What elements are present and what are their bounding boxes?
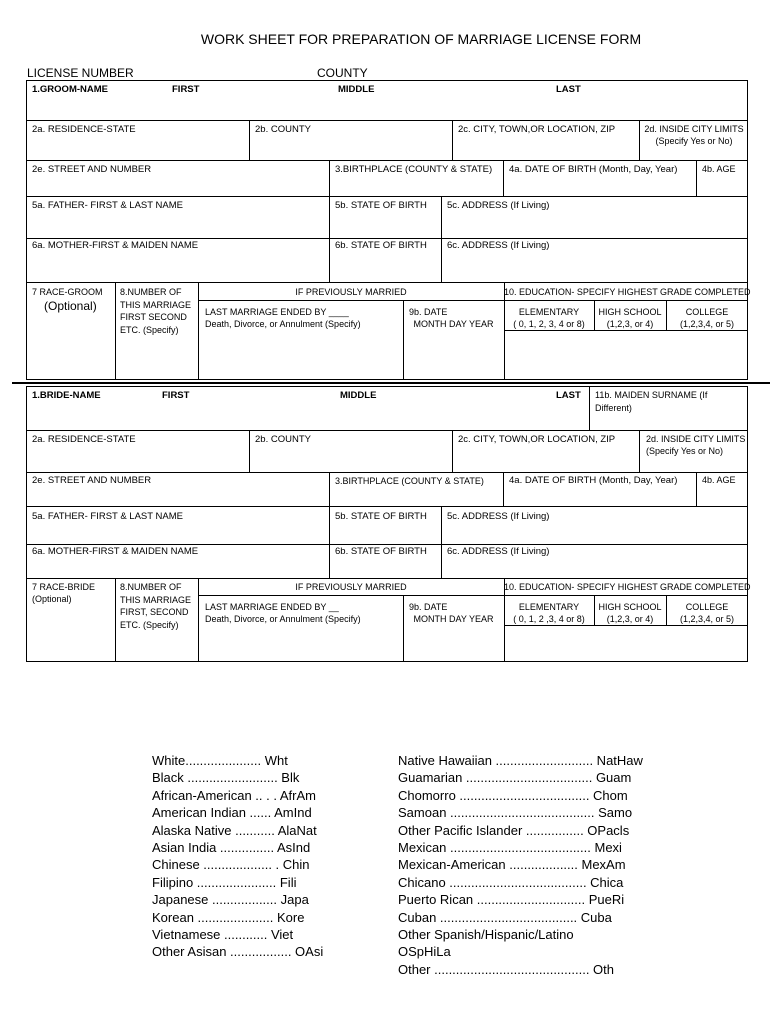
divider — [589, 386, 590, 430]
legend-item: White..................... Wht — [152, 753, 288, 768]
divider — [441, 196, 442, 238]
bride-college-range: (1,2,3,4, or 5) — [679, 614, 735, 624]
divider — [441, 238, 442, 282]
divider — [26, 578, 748, 579]
groom-marriage-number-label: 8.NUMBER OF THIS MARRIAGE FIRST SECOND ETC. (Specify) — [120, 287, 192, 335]
groom-last-ended-label: LAST MARRIAGE ENDED BY ____ — [205, 307, 349, 317]
divider — [26, 238, 748, 239]
bride-date-hint: MONTH DAY YEAR — [413, 614, 494, 624]
groom-race-optional: (Optional) — [44, 299, 97, 313]
legend-item: Korean ..................... Kore — [152, 909, 305, 925]
bride-high-school-range: (1,2,3, or 4) — [606, 614, 654, 624]
bride-dob-label: 4a. DATE OF BIRTH (Month, Day, Year) — [509, 475, 678, 486]
divider — [26, 196, 748, 197]
groom-last-ended-hint: Death, Divorce, or Annulment (Specify) — [205, 319, 361, 329]
divider — [504, 595, 748, 596]
groom-elementary-label: ELEMENTARY — [518, 307, 580, 317]
divider — [26, 544, 748, 545]
legend-item: Puerto Rican .............................. PueRi — [398, 892, 625, 908]
bride-race-label: 7 RACE-BRIDE — [32, 582, 96, 592]
divider — [403, 595, 404, 662]
bride-residence-state-label: 2a. RESIDENCE-STATE — [32, 434, 136, 445]
groom-middle-label: MIDDLE — [338, 84, 375, 95]
groom-mother-address-label: 6c. ADDRESS (If Living) — [447, 240, 550, 251]
page-title: WORK SHEET FOR PREPARATION OF MARRIAGE LICENSE FORM — [200, 31, 642, 47]
bride-maiden-label: 11b. MAIDEN SURNAME (If Different) — [595, 390, 708, 413]
groom-college-label: COLLEGE — [685, 307, 729, 317]
bride-mother-label: 6a. MOTHER-FIRST & MAIDEN NAME — [32, 546, 199, 557]
groom-last-label: LAST — [556, 84, 581, 95]
bride-middle-label: MIDDLE — [340, 390, 377, 401]
bride-elementary-range: ( 0, 1, 2 ,3, 4 or 8) — [513, 614, 585, 624]
divider — [115, 578, 116, 662]
legend-item: Other Spanish/Hispanic/Latino — [398, 927, 574, 943]
bride-race-optional: (Optional) — [32, 594, 72, 604]
divider — [249, 120, 250, 160]
groom-residence-state-label: 2a. RESIDENCE-STATE — [32, 124, 136, 135]
legend-item: African-American .. . . AfrAm — [152, 787, 316, 803]
groom-name-label: 1.GROOM-NAME — [32, 84, 108, 95]
divider — [329, 160, 330, 196]
groom-inside-city-label: 2d. INSIDE CITY LIMITS — [644, 124, 744, 134]
bride-county-label: 2b. COUNTY — [255, 434, 311, 445]
divider — [198, 595, 504, 596]
legend-item: Chomorro .................................... Chom — [398, 787, 628, 803]
legend-item: Samoan ........................................ Samo — [398, 805, 633, 821]
bride-birthplace-label: 3.BIRTHPLACE (COUNTY & STATE) — [335, 476, 484, 486]
divider — [26, 472, 748, 473]
bride-mother-state-label: 6b. STATE OF BIRTH — [335, 546, 427, 557]
bride-date-label: 9b. DATE — [409, 602, 448, 612]
divider — [503, 160, 504, 196]
bride-inside-city-hint: (Specify Yes or No) — [646, 446, 724, 456]
divider — [452, 430, 453, 472]
divider — [26, 160, 748, 161]
legend-item: Asian India ............... AsInd — [152, 840, 311, 856]
groom-elementary-range: ( 0, 1, 2, 3, 4 or 8) — [513, 319, 585, 329]
race-codes-right-list — [398, 752, 643, 978]
bride-marriage-number-label: 8.NUMBER OF THIS MARRIAGE FIRST, SECOND ETC. (Specify) — [120, 582, 192, 630]
groom-first-label: FIRST — [172, 84, 200, 95]
groom-mother-state-label: 6b. STATE OF BIRTH — [335, 240, 427, 251]
divider — [329, 472, 330, 506]
groom-birthplace-label: 3.BIRTHPLACE (COUNTY & STATE) — [335, 164, 493, 175]
divider — [504, 625, 748, 626]
divider — [639, 430, 640, 472]
divider — [329, 544, 330, 578]
bride-city-label: 2c. CITY, TOWN,OR LOCATION, ZIP — [458, 434, 616, 445]
bride-college-label: COLLEGE — [685, 602, 729, 612]
groom-mother-label: 6a. MOTHER-FIRST & MAIDEN NAME — [32, 240, 199, 251]
groom-education-label: 10. EDUCATION- SPECIFY HIGHEST GRADE COMPLETED — [504, 287, 751, 297]
groom-name-field[interactable] — [158, 96, 568, 118]
legend-item: Other ........................................... Oth — [398, 961, 614, 977]
legend-item: Native Hawaiian ........................... NatHaw — [398, 753, 643, 768]
legend-item: Mexican-American ................... MexAm — [398, 857, 626, 873]
bride-age-label: 4b. AGE — [702, 475, 736, 485]
divider — [441, 544, 442, 578]
groom-high-school-label: HIGH SCHOOL — [598, 307, 662, 317]
divider — [403, 300, 404, 380]
divider — [26, 506, 748, 507]
bride-father-state-label: 5b. STATE OF BIRTH — [335, 511, 427, 522]
bride-education-label: 10. EDUCATION- SPECIFY HIGHEST GRADE COMPLETED — [504, 582, 751, 592]
legend-item: American Indian ...... AmInd — [152, 805, 312, 821]
legend-item: Vietnamese ............ Viet — [152, 927, 294, 943]
groom-dob-label: 4a. DATE OF BIRTH (Month, Day, Year) — [509, 164, 678, 175]
license-number-label: LICENSE NUMBER — [27, 66, 134, 80]
groom-date-hint: MONTH DAY YEAR — [413, 319, 494, 329]
bride-inside-city-label: 2d. INSIDE CITY LIMITS — [646, 434, 746, 444]
groom-race-label: 7 RACE-GROOM — [32, 287, 103, 297]
groom-street-label: 2e. STREET AND NUMBER — [32, 164, 152, 175]
groom-county-label: 2b. COUNTY — [255, 124, 311, 135]
legend-item: OSpHiLa — [398, 944, 451, 960]
divider — [26, 282, 748, 283]
divider — [696, 472, 697, 506]
divider — [441, 506, 442, 544]
bride-father-address-label: 5c. ADDRESS (If Living) — [447, 511, 550, 522]
section-divider — [12, 382, 770, 384]
divider — [115, 282, 116, 380]
bride-name-label: 1.BRIDE-NAME — [32, 390, 101, 401]
groom-college-range: (1,2,3,4, or 5) — [679, 319, 735, 329]
bride-last-ended-hint: Death, Divorce, or Annulment (Specify) — [205, 614, 361, 624]
groom-father-state-label: 5b. STATE OF BIRTH — [335, 200, 427, 211]
legend-item: Chicano ...................................... Chica — [398, 874, 624, 890]
bride-prev-married-label: IF PREVIOUSLY MARRIED — [295, 582, 407, 592]
groom-date-label: 9b. DATE — [409, 307, 448, 317]
legend-item: Black ......................... Blk — [152, 770, 300, 786]
legend-item: Guamarian ................................... Guam — [398, 770, 632, 786]
race-codes-left-list — [152, 752, 323, 961]
groom-prev-married-label: IF PREVIOUSLY MARRIED — [295, 287, 407, 297]
legend-item: Cuban ...................................... Cuba — [398, 909, 612, 925]
divider — [696, 160, 697, 196]
divider — [329, 506, 330, 544]
bride-elementary-label: ELEMENTARY — [518, 602, 580, 612]
divider — [504, 300, 748, 301]
bride-last-ended-label: LAST MARRIAGE ENDED BY __ — [205, 602, 339, 612]
bride-last-label: LAST — [556, 390, 581, 401]
bride-mother-address-label: 6c. ADDRESS (If Living) — [447, 546, 550, 557]
groom-father-address-label: 5c. ADDRESS (If Living) — [447, 200, 550, 211]
groom-high-school-range: (1,2,3, or 4) — [606, 319, 654, 329]
legend-item: Filipino ...................... Fili — [152, 874, 297, 890]
divider — [329, 238, 330, 282]
bride-high-school-label: HIGH SCHOOL — [598, 602, 662, 612]
divider — [503, 472, 504, 506]
bride-street-label: 2e. STREET AND NUMBER — [32, 475, 152, 486]
county-label: COUNTY — [317, 66, 368, 80]
bride-father-label: 5a. FATHER- FIRST & LAST NAME — [32, 511, 183, 522]
legend-item: Other Asisan ................. OAsi — [152, 944, 324, 960]
legend-item: Japanese .................. Japa — [152, 892, 309, 908]
divider — [452, 120, 453, 160]
divider — [198, 300, 504, 301]
bride-first-label: FIRST — [162, 390, 190, 401]
legend-item: Other Pacific Islander ................ OPacls — [398, 822, 630, 838]
legend-item: Mexican ....................................... Mexi — [398, 840, 622, 856]
legend-item: Alaska Native ........... AlaNat — [152, 822, 317, 838]
legend-item: Chinese ................... . Chin — [152, 857, 310, 873]
divider — [329, 196, 330, 238]
groom-father-label: 5a. FATHER- FIRST & LAST NAME — [32, 200, 183, 211]
groom-inside-city-hint: (Specify Yes or No) — [655, 136, 733, 146]
groom-city-label: 2c. CITY, TOWN,OR LOCATION, ZIP — [458, 124, 616, 135]
divider — [504, 330, 748, 331]
divider — [249, 430, 250, 472]
groom-age-label: 4b. AGE — [702, 164, 736, 174]
